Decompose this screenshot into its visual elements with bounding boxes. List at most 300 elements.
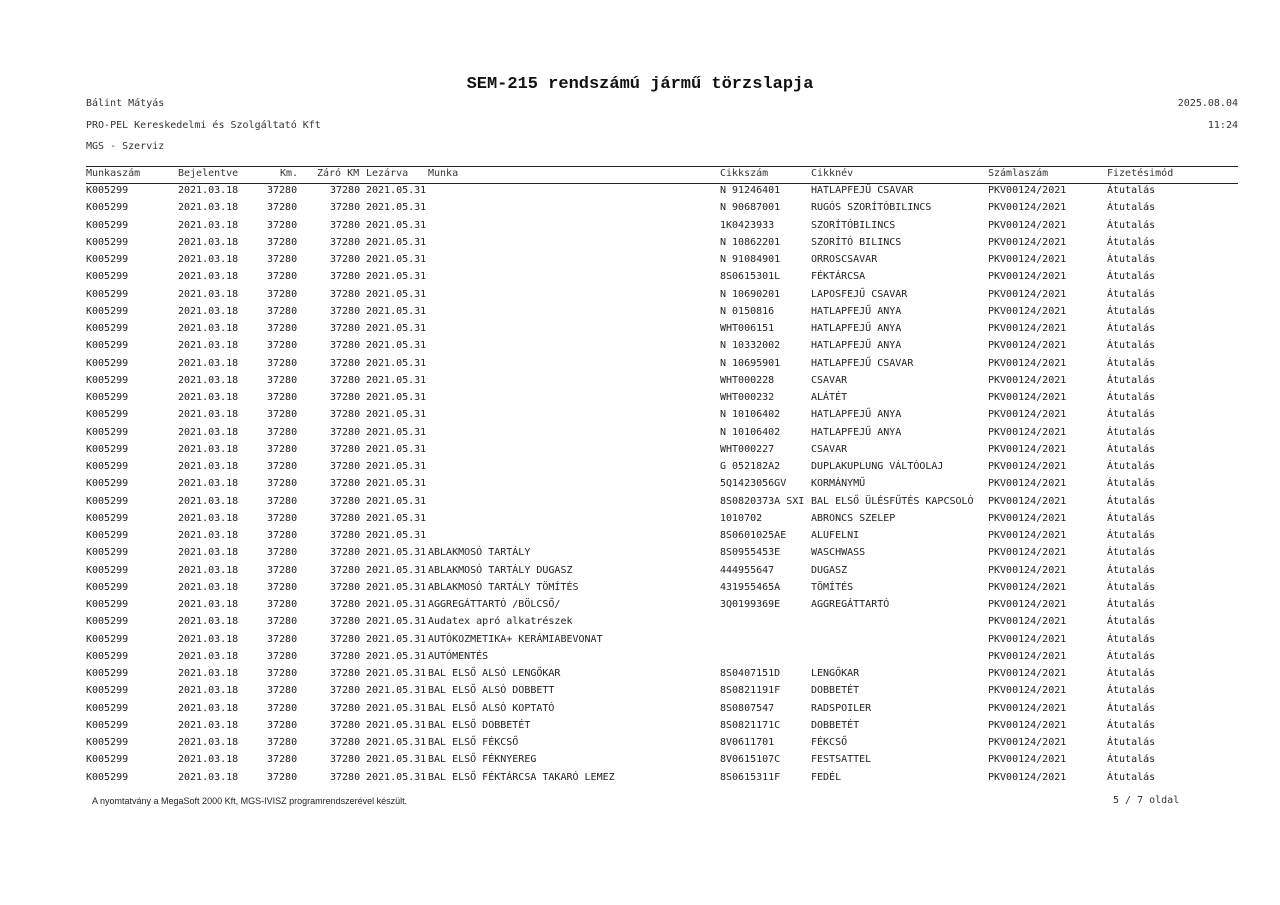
cell-cikknev: HATLAPFEJŰ ANYA: [811, 426, 902, 438]
cell-szamlaszam: PKV00124/2021: [988, 633, 1067, 645]
cell-km: 37280: [267, 599, 298, 610]
cell-munka: BAL ELSŐ FÉKNYEREG: [428, 754, 537, 766]
cell-lezarva: 2021.05.31: [366, 374, 427, 386]
cell-munka: AUTÓMENTÉS: [428, 650, 489, 662]
cell-bejelentve: 2021.03.18: [178, 461, 239, 472]
cell-szamlaszam: PKV00124/2021: [988, 288, 1067, 300]
print-date: 2025.08.04: [1177, 98, 1238, 109]
cell-cikknev: DOBBETÉT: [811, 719, 860, 731]
table-row: [0, 547, 1280, 564]
cell-cikknev: AGGREGÁTTARTÓ: [811, 599, 890, 610]
table-row: [0, 599, 1280, 616]
cell-zaro-km: 37280: [330, 340, 361, 352]
cell-lezarva: 2021.05.31: [366, 340, 427, 352]
cell-lezarva: 2021.05.31: [366, 254, 427, 265]
cell-cikkszam: 1010702: [720, 512, 763, 524]
cell-km: 37280: [267, 185, 298, 196]
cell-zaro-km: 37280: [330, 771, 361, 783]
cell-szamlaszam: PKV00124/2021: [988, 202, 1067, 214]
cell-km: 37280: [267, 357, 298, 369]
table-row: [0, 703, 1280, 720]
cell-zaro-km: 37280: [330, 719, 361, 731]
cell-cikkszam: N 10106402: [720, 426, 781, 438]
cell-lezarva: 2021.05.31: [366, 495, 427, 507]
cell-zaro-km: 37280: [330, 219, 361, 231]
cell-szamlaszam: PKV00124/2021: [988, 340, 1067, 352]
cell-zaro-km: 37280: [330, 254, 361, 265]
cell-munkaszam: K005299: [86, 323, 129, 334]
cell-szamlaszam: PKV00124/2021: [988, 702, 1067, 714]
cell-munkaszam: K005299: [86, 236, 129, 248]
cell-munka: BAL ELSŐ DOBBETÉT: [428, 719, 531, 731]
table-row: [0, 340, 1280, 357]
cell-munka: AUTÓKOZMETIKA+ KERÁMIABEVONAT: [428, 633, 603, 645]
cell-km: 37280: [267, 219, 298, 231]
cell-cikkszam: 8S0820373A SXI: [720, 495, 805, 507]
cell-lezarva: 2021.05.31: [366, 737, 427, 748]
cell-cikkszam: N 91246401: [720, 185, 781, 196]
cell-zaro-km: 37280: [330, 236, 361, 248]
cell-cikkszam: 8V0615107C: [720, 754, 781, 766]
cell-szamlaszam: PKV00124/2021: [988, 478, 1067, 490]
cell-bejelentve: 2021.03.18: [178, 185, 239, 196]
cell-km: 37280: [267, 202, 298, 214]
table-row: [0, 358, 1280, 375]
cell-km: 37280: [267, 288, 298, 300]
cell-km: 37280: [267, 374, 298, 386]
cell-zaro-km: 37280: [330, 616, 361, 628]
cell-bejelentve: 2021.03.18: [178, 737, 239, 748]
cell-fizetesimod: Átutalás: [1107, 719, 1156, 731]
cell-zaro-km: 37280: [330, 271, 361, 283]
cell-munka: AGGREGÁTTARTÓ /BÖLCSŐ/: [428, 599, 561, 610]
header-top-rule: [86, 166, 1238, 167]
cell-lezarva: 2021.05.31: [366, 685, 427, 697]
cell-fizetesimod: Átutalás: [1107, 547, 1156, 559]
cell-cikkszam: N 10690201: [720, 288, 781, 300]
cell-cikkszam: 8S0407151D: [720, 668, 781, 679]
cell-fizetesimod: Átutalás: [1107, 754, 1156, 766]
table-row: [0, 375, 1280, 392]
cell-munka: Audatex apró alkatrészek: [428, 616, 573, 628]
cell-munkaszam: K005299: [86, 495, 129, 507]
cell-bejelentve: 2021.03.18: [178, 426, 239, 438]
cell-munkaszam: K005299: [86, 461, 129, 472]
table-row: [0, 772, 1280, 789]
cell-szamlaszam: PKV00124/2021: [988, 599, 1067, 610]
cell-fizetesimod: Átutalás: [1107, 271, 1156, 283]
cell-bejelentve: 2021.03.18: [178, 495, 239, 507]
cell-cikkszam: N 10332002: [720, 340, 781, 352]
table-row: [0, 616, 1280, 633]
cell-cikknev: DUPLAKUPLUNG VÁLTÓOLAJ: [811, 461, 944, 472]
cell-szamlaszam: PKV00124/2021: [988, 719, 1067, 731]
cell-cikkszam: 431955465A: [720, 581, 781, 593]
cell-szamlaszam: PKV00124/2021: [988, 685, 1067, 697]
cell-fizetesimod: Átutalás: [1107, 202, 1156, 214]
cell-munkaszam: K005299: [86, 271, 129, 283]
cell-bejelentve: 2021.03.18: [178, 599, 239, 610]
cell-cikkszam: 8S0601025AE: [720, 530, 787, 541]
cell-zaro-km: 37280: [330, 668, 361, 679]
cell-szamlaszam: PKV00124/2021: [988, 305, 1067, 317]
cell-munkaszam: K005299: [86, 754, 129, 766]
cell-szamlaszam: PKV00124/2021: [988, 443, 1067, 455]
cell-cikkszam: 5Q1423056GV: [720, 478, 787, 490]
cell-lezarva: 2021.05.31: [366, 668, 427, 679]
table-row: [0, 720, 1280, 737]
cell-munkaszam: K005299: [86, 564, 129, 576]
cell-km: 37280: [267, 668, 298, 679]
cell-munkaszam: K005299: [86, 409, 129, 421]
cell-munkaszam: K005299: [86, 547, 129, 559]
cell-bejelentve: 2021.03.18: [178, 702, 239, 714]
col-munkaszam: Munkaszám: [86, 168, 141, 179]
cell-munkaszam: K005299: [86, 530, 129, 541]
cell-bejelentve: 2021.03.18: [178, 633, 239, 645]
cell-munka: ABLAKMOSÓ TARTÁLY: [428, 547, 531, 559]
cell-fizetesimod: Átutalás: [1107, 581, 1156, 593]
cell-zaro-km: 37280: [330, 392, 361, 403]
cell-fizetesimod: Átutalás: [1107, 461, 1156, 472]
cell-zaro-km: 37280: [330, 633, 361, 645]
cell-fizetesimod: Átutalás: [1107, 616, 1156, 628]
table-row: [0, 582, 1280, 599]
cell-cikkszam: 8S0615311F: [720, 771, 781, 783]
cell-fizetesimod: Átutalás: [1107, 495, 1156, 507]
cell-zaro-km: 37280: [330, 478, 361, 490]
cell-zaro-km: 37280: [330, 185, 361, 196]
cell-cikknev: ORROSCSAVAR: [811, 254, 878, 265]
table-row: [0, 202, 1280, 219]
cell-km: 37280: [267, 564, 298, 576]
cell-munka: BAL ELSŐ FÉKTÁRCSA TAKARÓ LEMEZ: [428, 771, 615, 783]
cell-cikknev: SZORÍTÓBILINCS: [811, 219, 896, 231]
cell-km: 37280: [267, 512, 298, 524]
cell-lezarva: 2021.05.31: [366, 461, 427, 472]
cell-cikkszam: WHT006151: [720, 323, 775, 334]
cell-fizetesimod: Átutalás: [1107, 219, 1156, 231]
cell-km: 37280: [267, 392, 298, 403]
cell-zaro-km: 37280: [330, 288, 361, 300]
cell-bejelentve: 2021.03.18: [178, 443, 239, 455]
cell-cikknev: FÉKCSŐ: [811, 737, 848, 748]
cell-zaro-km: 37280: [330, 564, 361, 576]
cell-szamlaszam: PKV00124/2021: [988, 271, 1067, 283]
cell-cikknev: FÉKTÁRCSA: [811, 271, 866, 283]
table-row: [0, 634, 1280, 651]
cell-szamlaszam: PKV00124/2021: [988, 392, 1067, 403]
cell-km: 37280: [267, 426, 298, 438]
cell-szamlaszam: PKV00124/2021: [988, 254, 1067, 265]
cell-cikknev: FESTSATTEL: [811, 754, 872, 766]
cell-lezarva: 2021.05.31: [366, 599, 427, 610]
cell-munkaszam: K005299: [86, 185, 129, 196]
cell-km: 37280: [267, 271, 298, 283]
cell-fizetesimod: Átutalás: [1107, 340, 1156, 352]
table-row: [0, 289, 1280, 306]
cell-zaro-km: 37280: [330, 530, 361, 541]
cell-cikknev: FEDÉL: [811, 771, 842, 783]
cell-szamlaszam: PKV00124/2021: [988, 737, 1067, 748]
cell-lezarva: 2021.05.31: [366, 581, 427, 593]
cell-fizetesimod: Átutalás: [1107, 409, 1156, 421]
cell-fizetesimod: Átutalás: [1107, 357, 1156, 369]
cell-munkaszam: K005299: [86, 702, 129, 714]
cell-zaro-km: 37280: [330, 547, 361, 559]
cell-lezarva: 2021.05.31: [366, 633, 427, 645]
cell-km: 37280: [267, 236, 298, 248]
cell-lezarva: 2021.05.31: [366, 702, 427, 714]
cell-fizetesimod: Átutalás: [1107, 288, 1156, 300]
cell-zaro-km: 37280: [330, 323, 361, 334]
cell-cikkszam: 444955647: [720, 564, 775, 576]
cell-fizetesimod: Átutalás: [1107, 443, 1156, 455]
cell-munkaszam: K005299: [86, 340, 129, 352]
cell-lezarva: 2021.05.31: [366, 443, 427, 455]
cell-fizetesimod: Átutalás: [1107, 650, 1156, 662]
cell-km: 37280: [267, 754, 298, 766]
cell-zaro-km: 37280: [330, 409, 361, 421]
cell-bejelentve: 2021.03.18: [178, 202, 239, 214]
cell-cikkszam: N 91084901: [720, 254, 781, 265]
cell-cikknev: DUGASZ: [811, 564, 848, 576]
cell-szamlaszam: PKV00124/2021: [988, 564, 1067, 576]
cell-fizetesimod: Átutalás: [1107, 737, 1156, 748]
cell-fizetesimod: Átutalás: [1107, 478, 1156, 490]
cell-lezarva: 2021.05.31: [366, 754, 427, 766]
print-time: 11:24: [1207, 120, 1238, 131]
cell-bejelentve: 2021.03.18: [178, 340, 239, 352]
cell-munka: ABLAKMOSÓ TARTÁLY DUGASZ: [428, 564, 573, 576]
cell-lezarva: 2021.05.31: [366, 564, 427, 576]
table-row: [0, 444, 1280, 461]
cell-zaro-km: 37280: [330, 202, 361, 214]
cell-fizetesimod: Átutalás: [1107, 392, 1156, 403]
cell-lezarva: 2021.05.31: [366, 426, 427, 438]
table-row: [0, 220, 1280, 237]
cell-km: 37280: [267, 495, 298, 507]
footer-note: A nyomtatvány a MegaSoft 2000 Kft, MGS-IVISZ programrendszerével készült.: [92, 796, 408, 806]
cell-cikknev: RUGÓS SZORÍTÓBILINCS: [811, 202, 932, 214]
cell-cikkszam: 8S0821171C: [720, 719, 781, 731]
cell-szamlaszam: PKV00124/2021: [988, 374, 1067, 386]
cell-bejelentve: 2021.03.18: [178, 685, 239, 697]
header-bottom-rule: [86, 183, 1238, 184]
cell-lezarva: 2021.05.31: [366, 530, 427, 541]
cell-lezarva: 2021.05.31: [366, 271, 427, 283]
cell-fizetesimod: Átutalás: [1107, 771, 1156, 783]
cell-cikkszam: 8S0615301L: [720, 271, 781, 283]
cell-cikkszam: WHT000228: [720, 374, 775, 386]
cell-munkaszam: K005299: [86, 668, 129, 679]
table-row: [0, 513, 1280, 530]
cell-bejelentve: 2021.03.18: [178, 305, 239, 317]
cell-lezarva: 2021.05.31: [366, 185, 427, 196]
col-cikkszam: Cikkszám: [720, 168, 769, 179]
table-row: [0, 737, 1280, 754]
cell-cikkszam: 8S0807547: [720, 702, 775, 714]
cell-cikknev: WASCHWASS: [811, 547, 866, 559]
cell-cikknev: HATLAPFEJŰ CSAVAR: [811, 185, 914, 196]
cell-bejelentve: 2021.03.18: [178, 650, 239, 662]
cell-km: 37280: [267, 305, 298, 317]
cell-szamlaszam: PKV00124/2021: [988, 236, 1067, 248]
cell-cikknev: SZORÍTÓ BILINCS: [811, 236, 902, 248]
cell-km: 37280: [267, 409, 298, 421]
cell-zaro-km: 37280: [330, 495, 361, 507]
table-row: [0, 427, 1280, 444]
col-lezarva: Lezárva: [366, 168, 409, 179]
cell-cikkszam: N 10695901: [720, 357, 781, 369]
cell-munkaszam: K005299: [86, 512, 129, 524]
cell-lezarva: 2021.05.31: [366, 357, 427, 369]
cell-lezarva: 2021.05.31: [366, 288, 427, 300]
cell-cikknev: TÖMÍTÉS: [811, 581, 854, 593]
cell-zaro-km: 37280: [330, 702, 361, 714]
col-bejelentve: Bejelentve: [178, 168, 239, 179]
cell-lezarva: 2021.05.31: [366, 219, 427, 231]
cell-lezarva: 2021.05.31: [366, 512, 427, 524]
cell-fizetesimod: Átutalás: [1107, 236, 1156, 248]
cell-szamlaszam: PKV00124/2021: [988, 512, 1067, 524]
cell-bejelentve: 2021.03.18: [178, 357, 239, 369]
cell-bejelentve: 2021.03.18: [178, 478, 239, 490]
table-row: [0, 565, 1280, 582]
cell-munkaszam: K005299: [86, 478, 129, 490]
cell-munkaszam: K005299: [86, 254, 129, 265]
cell-bejelentve: 2021.03.18: [178, 392, 239, 403]
cell-km: 37280: [267, 530, 298, 541]
cell-szamlaszam: PKV00124/2021: [988, 754, 1067, 766]
cell-km: 37280: [267, 461, 298, 472]
cell-cikkszam: WHT000227: [720, 443, 775, 455]
cell-zaro-km: 37280: [330, 737, 361, 748]
page-title: SEM-215 rendszámú jármű törzslapja: [466, 75, 814, 94]
cell-zaro-km: 37280: [330, 305, 361, 317]
cell-lezarva: 2021.05.31: [366, 478, 427, 490]
cell-cikkszam: 1K0423933: [720, 219, 775, 231]
table-row: [0, 237, 1280, 254]
cell-km: 37280: [267, 254, 298, 265]
cell-munkaszam: K005299: [86, 426, 129, 438]
cell-cikknev: LAPOSFEJŰ CSAVAR: [811, 288, 908, 300]
cell-km: 37280: [267, 581, 298, 593]
cell-bejelentve: 2021.03.18: [178, 512, 239, 524]
cell-munkaszam: K005299: [86, 219, 129, 231]
cell-zaro-km: 37280: [330, 754, 361, 766]
cell-cikknev: HATLAPFEJŰ ANYA: [811, 323, 902, 334]
cell-munka: BAL ELSŐ ALSÓ DOBBETT: [428, 685, 555, 697]
cell-bejelentve: 2021.03.18: [178, 236, 239, 248]
cell-bejelentve: 2021.03.18: [178, 754, 239, 766]
page-number: 5 / 7 oldal: [1113, 795, 1180, 806]
cell-cikknev: BAL ELSŐ ÜLÉSFŰTÉS KAPCSOLÓ: [811, 495, 974, 507]
cell-lezarva: 2021.05.31: [366, 305, 427, 317]
cell-cikknev: HATLAPFEJŰ ANYA: [811, 305, 902, 317]
table-row: [0, 685, 1280, 702]
cell-km: 37280: [267, 547, 298, 559]
cell-munkaszam: K005299: [86, 305, 129, 317]
cell-zaro-km: 37280: [330, 357, 361, 369]
cell-bejelentve: 2021.03.18: [178, 409, 239, 421]
cell-szamlaszam: PKV00124/2021: [988, 409, 1067, 421]
cell-cikkszam: 8S0821191F: [720, 685, 781, 697]
col-munka: Munka: [428, 168, 459, 179]
cell-bejelentve: 2021.03.18: [178, 616, 239, 628]
cell-fizetesimod: Átutalás: [1107, 305, 1156, 317]
cell-km: 37280: [267, 771, 298, 783]
cell-zaro-km: 37280: [330, 685, 361, 697]
table-row: [0, 254, 1280, 271]
person-name: Bálint Mátyás: [86, 98, 165, 109]
cell-zaro-km: 37280: [330, 426, 361, 438]
cell-munkaszam: K005299: [86, 581, 129, 593]
cell-bejelentve: 2021.03.18: [178, 564, 239, 576]
cell-szamlaszam: PKV00124/2021: [988, 323, 1067, 334]
table-row: [0, 323, 1280, 340]
cell-km: 37280: [267, 340, 298, 352]
cell-cikknev: ALÁTÉT: [811, 392, 848, 403]
cell-munkaszam: K005299: [86, 392, 129, 403]
cell-szamlaszam: PKV00124/2021: [988, 547, 1067, 559]
col-cikknev: Cikknév: [811, 168, 854, 179]
cell-cikknev: HATLAPFEJŰ ANYA: [811, 409, 902, 421]
cell-fizetesimod: Átutalás: [1107, 668, 1156, 679]
cell-zaro-km: 37280: [330, 461, 361, 472]
cell-szamlaszam: PKV00124/2021: [988, 219, 1067, 231]
cell-munkaszam: K005299: [86, 719, 129, 731]
cell-bejelentve: 2021.03.18: [178, 374, 239, 386]
cell-fizetesimod: Átutalás: [1107, 374, 1156, 386]
table-row: [0, 185, 1280, 202]
cell-szamlaszam: PKV00124/2021: [988, 616, 1067, 628]
cell-bejelentve: 2021.03.18: [178, 530, 239, 541]
cell-szamlaszam: PKV00124/2021: [988, 426, 1067, 438]
cell-lezarva: 2021.05.31: [366, 719, 427, 731]
cell-bejelentve: 2021.03.18: [178, 771, 239, 783]
cell-cikknev: HATLAPFEJŰ ANYA: [811, 340, 902, 352]
cell-munkaszam: K005299: [86, 633, 129, 645]
cell-fizetesimod: Átutalás: [1107, 426, 1156, 438]
cell-lezarva: 2021.05.31: [366, 616, 427, 628]
cell-fizetesimod: Átutalás: [1107, 564, 1156, 576]
cell-km: 37280: [267, 737, 298, 748]
cell-munka: BAL ELSŐ ALSÓ LENGŐKAR: [428, 668, 561, 679]
cell-munkaszam: K005299: [86, 288, 129, 300]
cell-lezarva: 2021.05.31: [366, 409, 427, 421]
cell-cikknev: RADSPOILER: [811, 702, 872, 714]
cell-cikknev: CSAVAR: [811, 443, 848, 455]
table-row: [0, 754, 1280, 771]
cell-fizetesimod: Átutalás: [1107, 512, 1156, 524]
cell-zaro-km: 37280: [330, 599, 361, 610]
cell-cikkszam: N 90687001: [720, 202, 781, 214]
cell-bejelentve: 2021.03.18: [178, 323, 239, 334]
cell-cikknev: ABRONCS SZELEP: [811, 512, 896, 524]
table-row: [0, 668, 1280, 685]
cell-bejelentve: 2021.03.18: [178, 581, 239, 593]
cell-szamlaszam: PKV00124/2021: [988, 771, 1067, 783]
cell-szamlaszam: PKV00124/2021: [988, 357, 1067, 369]
cell-fizetesimod: Átutalás: [1107, 185, 1156, 196]
cell-fizetesimod: Átutalás: [1107, 530, 1156, 541]
cell-cikknev: HATLAPFEJŰ CSAVAR: [811, 357, 914, 369]
cell-fizetesimod: Átutalás: [1107, 685, 1156, 697]
cell-zaro-km: 37280: [330, 443, 361, 455]
cell-lezarva: 2021.05.31: [366, 771, 427, 783]
cell-km: 37280: [267, 478, 298, 490]
